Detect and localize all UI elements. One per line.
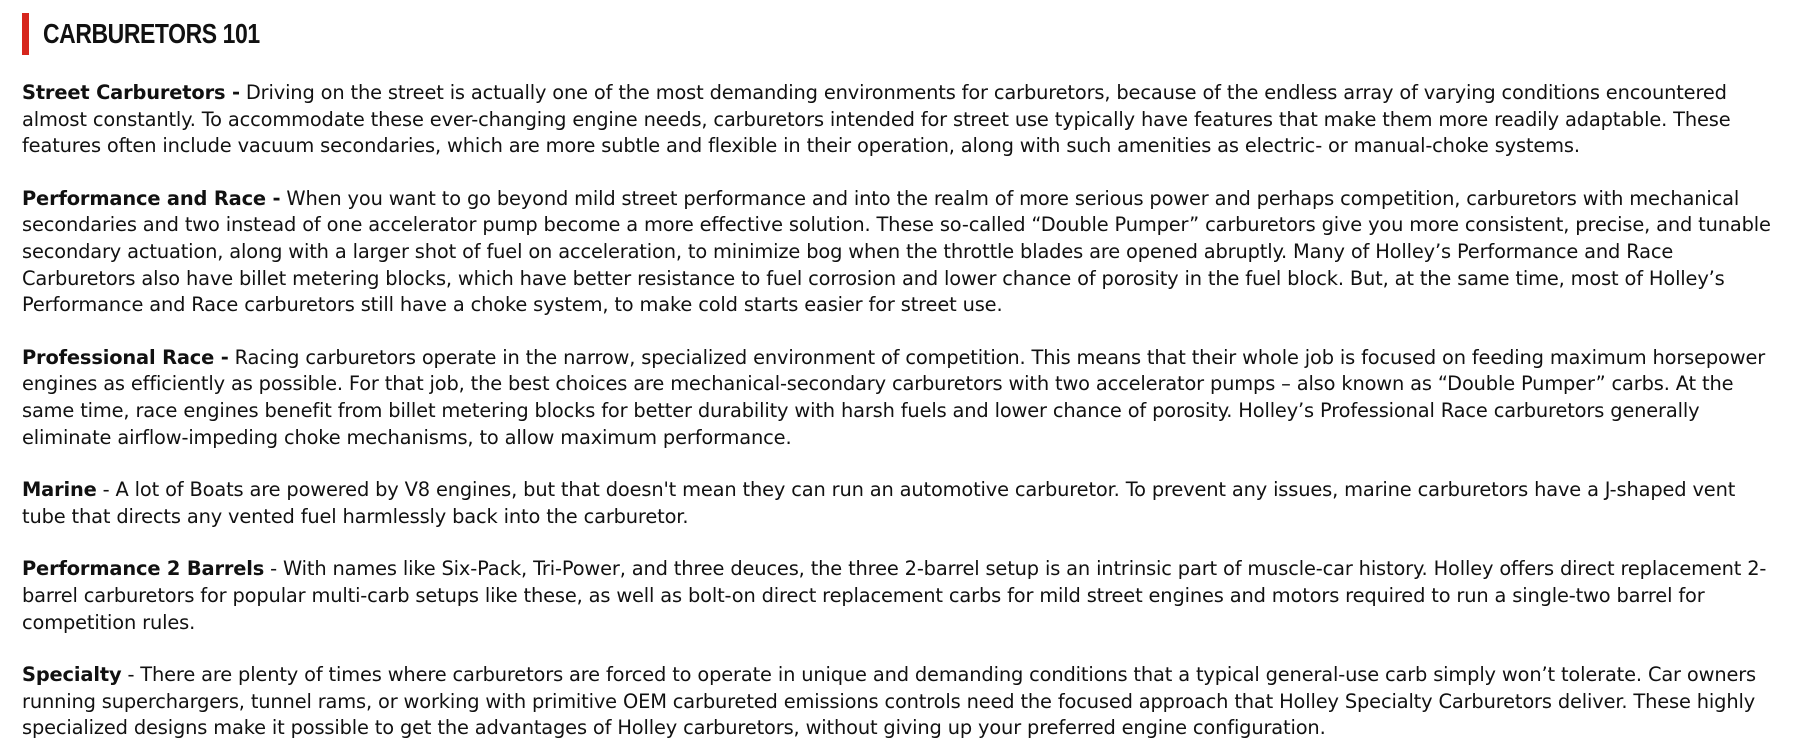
paragraph-performance-2-barrels bbox=[22, 556, 1778, 636]
paragraph-marine bbox=[22, 477, 1778, 530]
section-heading bbox=[22, 12, 1778, 56]
paragraph-street-carburetors bbox=[22, 80, 1778, 160]
page-title: CARBURETORS 101 bbox=[43, 18, 260, 49]
paragraph-professional-race bbox=[22, 345, 1778, 451]
heading-accent-bar bbox=[22, 13, 29, 55]
term-label: Specialty bbox=[22, 663, 122, 687]
paragraph-performance-and-race bbox=[22, 186, 1778, 319]
term-label: Professional Race - bbox=[22, 345, 229, 369]
paragraph-text: Racing carburetors operate in the narrow, specialized environment of competition. This means that their whole job is focused on feeding maximum horsepower engines as efficiently as possible. For that job, the best choices are mechanical-secondary carburetors with two accelerator pumps – also known as “Double Pumper” carbs. At the same time, race engines benefit from billet metering blocks for better durability with harsh fuels and lower chance of porosity. Holley’s Professional Race carburetors generally eliminate airflow-impeding choke mechanisms, to allow maximum performance. bbox=[22, 345, 1766, 449]
paragraph-text: - A lot of Boats are powered by V8 engines, but that doesn't mean they can run an automotive carburetor. To prevent any issues, marine carburetors have a J-shaped vent tube that directs any vented fuel harmlessly back into the carburetor. bbox=[22, 478, 1736, 528]
paragraph-text: When you want to go beyond mild street performance and into the realm of more serious power and perhaps competition, carburetors with mechanical secondaries and two instead of one accelerator pump become a more effective solution. These so-called “Double Pumper” carburetors give you more consistent, precise, and tunable secondary actuation, along with a larger shot of fuel on acceleration, to minimize bog when the throttle blades are opened abruptly. Many of Holley’s Performance and Race Carburetors also have billet metering blocks, which have better resistance to fuel corrosion and lower chance of porosity in the fuel block. But, at the same time, most of Holley’s Performance and Race carburetors still have a choke system, to make cold starts easier for street use. bbox=[22, 186, 1771, 317]
term-label: Performance 2 Barrels bbox=[22, 557, 265, 581]
term-label: Performance and Race - bbox=[22, 186, 281, 210]
paragraph-text: - There are plenty of times where carburetors are forced to operate in unique and demanding conditions that a typical general-use carb simply won’t tolerate. Car owners running superchargers, tunnel rams, or working with primitive OEM carbureted emissions controls need the focused approach that Holley Specialty Carburetors deliver. These highly specialized designs make it possible to get the advantages of Holley carburetors, without giving up your preferred engine configuration. bbox=[22, 663, 1757, 740]
paragraph-specialty bbox=[22, 662, 1778, 742]
term-label: Marine bbox=[22, 478, 97, 502]
term-label: Street Carburetors - bbox=[22, 81, 240, 104]
paragraph-text: - With names like Six-Pack, Tri-Power, and three deuces, the three 2-barrel setup is an intrinsic part of muscle-car history. Holley offers direct replacement 2-barrel carburetors for popular multi-carb setups like these, as well as bolt-on direct replacement carbs for mild street engines and motors required to run a single-two barrel for competition rules. bbox=[22, 557, 1767, 634]
paragraph-text: Driving on the street is actually one of the most demanding environments for carburetors, because of the endless array of varying conditions encountered almost constantly. To accommodate these ever-changing engine needs, carburetors intended for street use typically have features that make them more readily adaptable. These features often include vacuum secondaries, which are more subtle and flexible in their operation, along with such amenities as electric- or manual-choke systems. bbox=[22, 81, 1731, 158]
